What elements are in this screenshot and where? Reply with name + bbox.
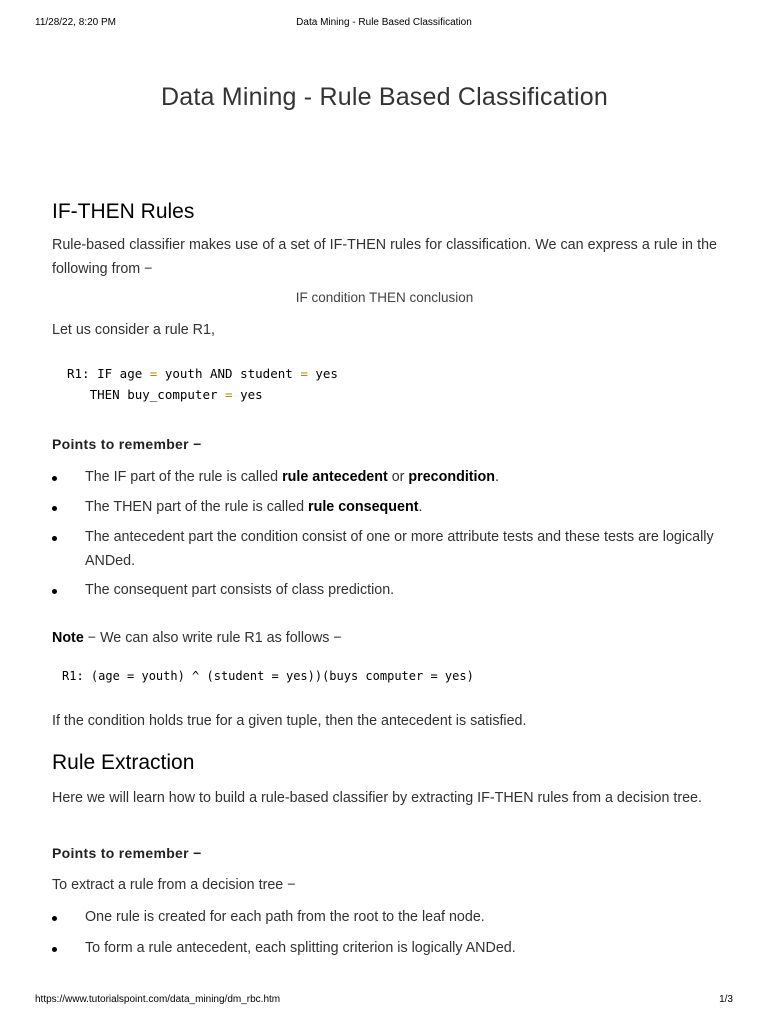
page-url: https://www.tutorialspoint.com/data_mining/dm_rbc.htm xyxy=(35,994,281,1005)
list-item-text: or xyxy=(387,469,409,485)
code-text: R1: IF age xyxy=(67,366,150,381)
bullet-icon xyxy=(52,536,57,541)
bullet-icon xyxy=(52,916,57,921)
term-rule-antecedent: rule antecedent xyxy=(282,469,388,485)
bullet-icon xyxy=(52,506,57,511)
list-item-text: The consequent part consists of class prediction. xyxy=(85,582,395,598)
note-label: Note xyxy=(52,630,84,646)
list-item-text: The IF part of the rule is called xyxy=(85,469,283,485)
list-item-text: To form a rule antecedent, each splitting criterion is logically ANDed. xyxy=(85,940,516,956)
term-precondition: precondition xyxy=(408,469,495,485)
list-item xyxy=(52,465,717,489)
print-doc-title: Data Mining - Rule Based Classification xyxy=(296,17,472,28)
extraction-intro-paragraph: Here we will learn how to build a rule-based classifier by extracting IF-THEN rules from a decision tree. xyxy=(52,790,702,806)
note-paragraph xyxy=(52,626,717,650)
code-block-r1 xyxy=(67,363,338,405)
rule-form: IF condition THEN conclusion xyxy=(295,290,474,305)
points-heading: Points to remember − xyxy=(52,845,202,861)
code-operator: = xyxy=(149,366,158,381)
extraction-list xyxy=(52,905,717,960)
bullet-icon xyxy=(52,589,57,594)
list-item xyxy=(52,525,717,573)
list-item xyxy=(52,578,717,602)
section-heading-if-then: IF-THEN Rules xyxy=(52,200,195,223)
section-heading-rule-extraction: Rule Extraction xyxy=(52,751,195,774)
note-text: − We can also write rule R1 as follows − xyxy=(83,630,342,646)
list-item-text: . xyxy=(418,499,423,515)
points-heading: Points to remember − xyxy=(52,436,202,452)
list-item xyxy=(52,495,717,519)
list-item-text: One rule is created for each path from the root to the leaf node. xyxy=(85,909,485,925)
list-item-text: The THEN part of the rule is called xyxy=(85,499,309,515)
list-item xyxy=(52,905,717,929)
page-number: 1/3 xyxy=(719,994,733,1005)
code-text: THEN buy_computer xyxy=(67,387,226,402)
code-operator: = xyxy=(225,387,233,402)
code-text: youth AND student xyxy=(157,366,301,381)
code-text: yes xyxy=(307,366,338,381)
code-operator: = xyxy=(300,366,308,381)
extract-paragraph: To extract a rule from a decision tree − xyxy=(52,877,296,893)
list-item xyxy=(52,936,717,960)
code-block-r1-alt: R1: (age = youth) ^ (student = yes))(buys computer = yes) xyxy=(62,669,474,683)
print-header xyxy=(35,17,733,31)
code-text: yes xyxy=(232,387,263,402)
print-datetime: 11/28/22, 8:20 PM xyxy=(35,17,116,28)
bullet-icon xyxy=(52,947,57,952)
consider-paragraph: Let us consider a rule R1, xyxy=(52,322,215,338)
intro-paragraph: Rule-based classifier makes use of a set of IF-THEN rules for classification. We can express a rule in the following from − xyxy=(52,237,717,277)
list-item-text: The antecedent part the condition consist of one or more attribute tests and these tests are logically ANDed. xyxy=(85,529,714,569)
term-rule-consequent: rule consequent xyxy=(308,499,419,515)
satisfied-paragraph: If the condition holds true for a given tuple, then the antecedent is satisfied. xyxy=(52,713,527,729)
points-list xyxy=(52,465,717,602)
page-title: Data Mining - Rule Based Classification xyxy=(161,83,608,111)
bullet-icon xyxy=(52,476,57,481)
print-footer xyxy=(35,994,733,1008)
list-item-text: . xyxy=(495,469,499,485)
